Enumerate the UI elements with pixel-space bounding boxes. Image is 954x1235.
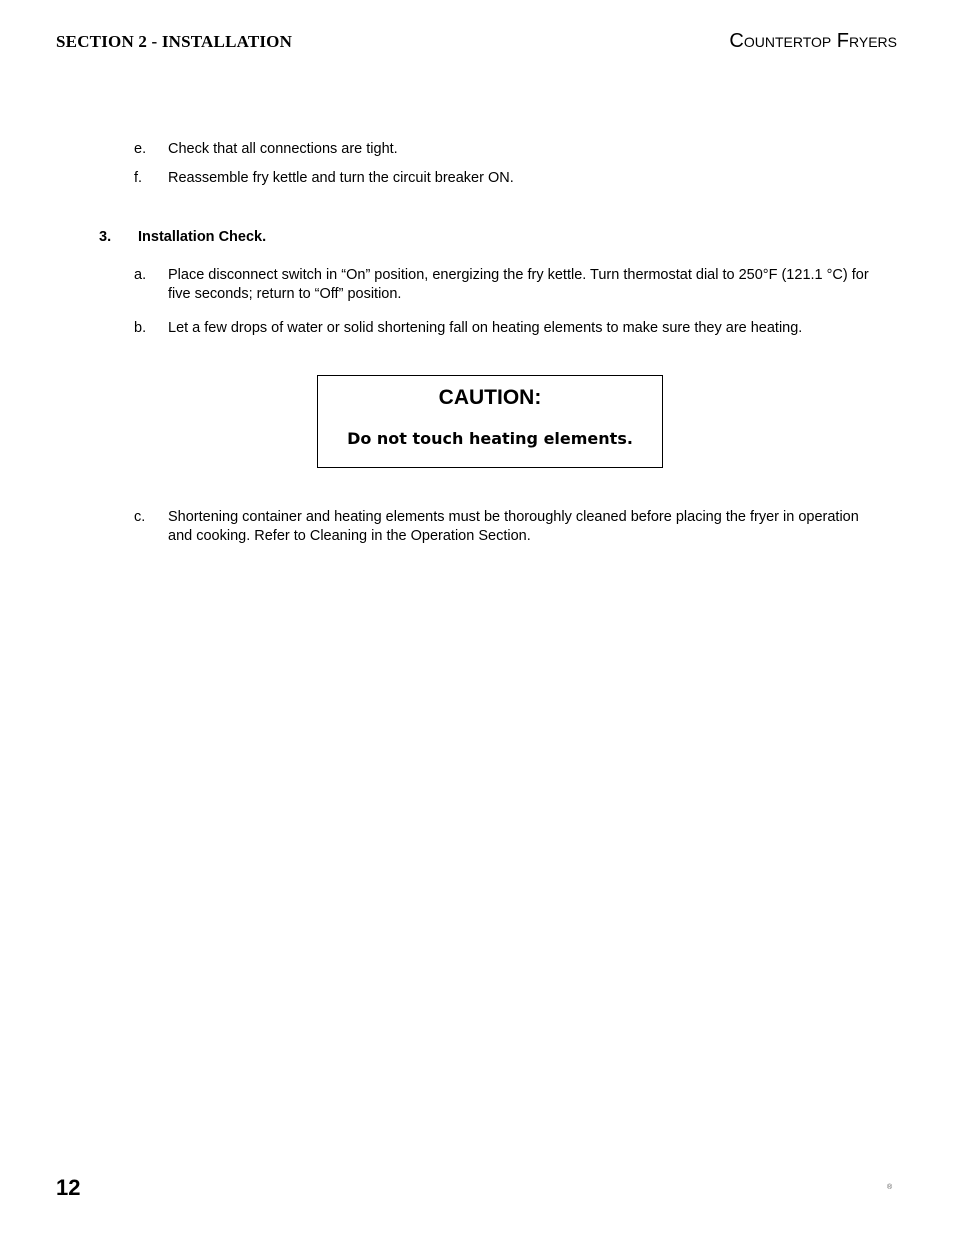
registered-mark: ® bbox=[887, 1184, 893, 1191]
list-text: Shortening container and heating elements must be thoroughly cleaned before placing the fryer in operation and cooking. Refer to Cleaning in the Operation Section. bbox=[168, 509, 859, 544]
product-header: Countertop Fryers bbox=[729, 30, 897, 52]
list-marker: c. bbox=[134, 509, 146, 525]
caution-title: CAUTION: bbox=[438, 386, 542, 409]
list-text: Let a few drops of water or solid shortening fall on heating elements to make sure they are heating. bbox=[168, 320, 803, 336]
list-text: Place disconnect switch in “On” position, energizing the fry kettle. Turn thermostat dial to 250°F (121.1 °C) for five seconds; return to “Off” position. bbox=[168, 267, 869, 302]
page-number: 12 bbox=[56, 1175, 81, 1200]
list-text: Check that all connections are tight. bbox=[168, 141, 398, 157]
list-marker: f. bbox=[134, 170, 143, 186]
list-marker: b. bbox=[134, 320, 147, 336]
caution-box bbox=[317, 375, 663, 468]
section-number: 3. bbox=[99, 229, 112, 245]
section-title: Installation Check. bbox=[138, 229, 267, 245]
list-marker: e. bbox=[134, 141, 147, 157]
caution-text: Do not touch heating elements. bbox=[347, 429, 633, 448]
list-text: Reassemble fry kettle and turn the circuit breaker ON. bbox=[168, 170, 514, 186]
section-header: SECTION 2 - INSTALLATION bbox=[56, 32, 293, 51]
list-marker: a. bbox=[134, 267, 147, 283]
